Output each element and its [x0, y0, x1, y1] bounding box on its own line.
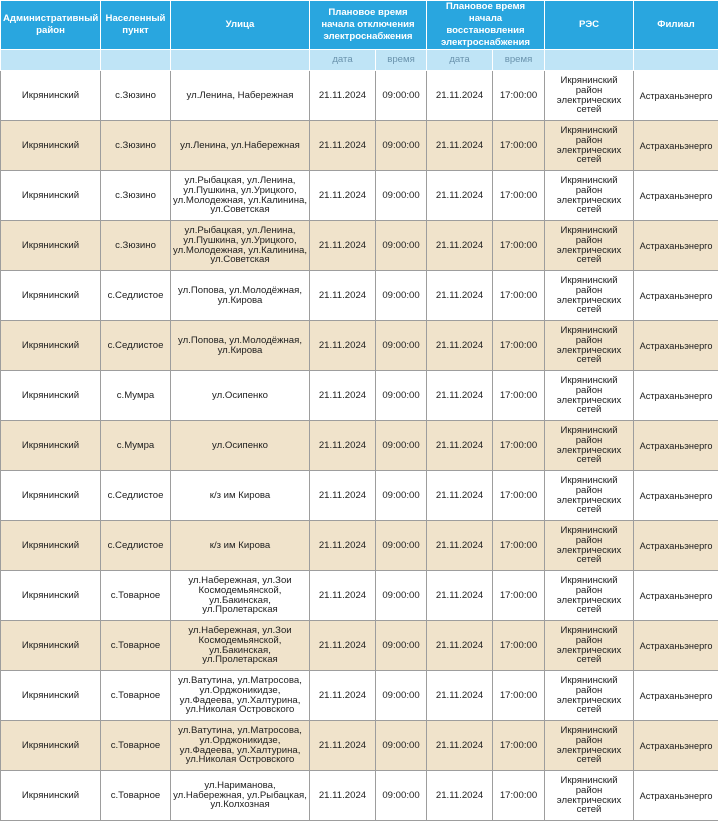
- cell-off-time: 09:00:00: [376, 571, 427, 621]
- cell-district: Икрянинский: [1, 771, 101, 821]
- cell-on-date: 21.11.2024: [427, 221, 493, 271]
- cell-off-date: 21.11.2024: [310, 721, 376, 771]
- cell-branch: Астраханьэнерго: [634, 621, 718, 671]
- table-row: [1, 721, 718, 771]
- cell-res: Икрянинский район электрических сетей: [545, 521, 634, 571]
- cell-branch: Астраханьэнерго: [634, 771, 718, 821]
- cell-district: Икрянинский: [1, 321, 101, 371]
- cell-district: Икрянинский: [1, 671, 101, 721]
- cell-branch: Астраханьэнерго: [634, 471, 718, 521]
- cell-off-date: 21.11.2024: [310, 71, 376, 121]
- table-row: [1, 371, 718, 421]
- cell-off-date: 21.11.2024: [310, 471, 376, 521]
- cell-locality: с.Седлистое: [101, 521, 171, 571]
- cell-street: ул.Ленина, ул.Набережная: [171, 121, 310, 171]
- cell-street: ул.Ватутина, ул.Матросова, ул.Орджоникидзе, ул.Фадеева, ул.Халтурина, ул.Николая Островского: [171, 671, 310, 721]
- subheader-empty: [545, 50, 634, 71]
- cell-branch: Астраханьэнерго: [634, 371, 718, 421]
- cell-district: Икрянинский: [1, 121, 101, 171]
- cell-res: Икрянинский район электрических сетей: [545, 671, 634, 721]
- cell-off-time: 09:00:00: [376, 471, 427, 521]
- cell-off-date: 21.11.2024: [310, 571, 376, 621]
- cell-street: ул.Попова, ул.Молодёжная, ул.Кирова: [171, 271, 310, 321]
- cell-on-date: 21.11.2024: [427, 271, 493, 321]
- cell-res: Икрянинский район электрических сетей: [545, 71, 634, 121]
- header-district: Административный район: [1, 1, 101, 50]
- cell-off-time: 09:00:00: [376, 371, 427, 421]
- table-row: [1, 471, 718, 521]
- header-street: Улица: [171, 1, 310, 50]
- cell-res: Икрянинский район электрических сетей: [545, 271, 634, 321]
- cell-on-time: 17:00:00: [493, 221, 545, 271]
- cell-on-time: 17:00:00: [493, 571, 545, 621]
- cell-on-time: 17:00:00: [493, 621, 545, 671]
- cell-street: ул.Нариманова, ул.Набережная, ул.Рыбацкая, ул.Колхозная: [171, 771, 310, 821]
- cell-locality: с.Зюзино: [101, 221, 171, 271]
- cell-on-date: 21.11.2024: [427, 71, 493, 121]
- table-row: [1, 171, 718, 221]
- cell-street: ул.Набережная, ул.Зои Космодемьянской, ул.Бакинская, ул.Пролетарская: [171, 571, 310, 621]
- table-row: [1, 421, 718, 471]
- cell-branch: Астраханьэнерго: [634, 421, 718, 471]
- subheader-on-time: время: [493, 50, 545, 71]
- cell-branch: Астраханьэнерго: [634, 521, 718, 571]
- cell-res: Икрянинский район электрических сетей: [545, 121, 634, 171]
- cell-locality: с.Товарное: [101, 671, 171, 721]
- cell-on-time: 17:00:00: [493, 171, 545, 221]
- cell-street: ул.Осипенко: [171, 421, 310, 471]
- cell-on-time: 17:00:00: [493, 121, 545, 171]
- cell-off-time: 09:00:00: [376, 71, 427, 121]
- table-row: [1, 221, 718, 271]
- table-row: [1, 521, 718, 571]
- cell-street: к/з им Кирова: [171, 471, 310, 521]
- cell-on-date: 21.11.2024: [427, 521, 493, 571]
- cell-street: к/з им Кирова: [171, 521, 310, 571]
- cell-locality: с.Зюзино: [101, 121, 171, 171]
- cell-district: Икрянинский: [1, 721, 101, 771]
- cell-on-date: 21.11.2024: [427, 571, 493, 621]
- cell-on-date: 21.11.2024: [427, 721, 493, 771]
- cell-branch: Астраханьэнерго: [634, 571, 718, 621]
- cell-off-date: 21.11.2024: [310, 671, 376, 721]
- cell-on-time: 17:00:00: [493, 671, 545, 721]
- cell-off-time: 09:00:00: [376, 621, 427, 671]
- cell-off-date: 21.11.2024: [310, 171, 376, 221]
- cell-off-date: 21.11.2024: [310, 771, 376, 821]
- cell-on-date: 21.11.2024: [427, 171, 493, 221]
- cell-district: Икрянинский: [1, 471, 101, 521]
- cell-res: Икрянинский район электрических сетей: [545, 721, 634, 771]
- cell-branch: Астраханьэнерго: [634, 721, 718, 771]
- cell-on-date: 21.11.2024: [427, 621, 493, 671]
- cell-branch: Астраханьэнерго: [634, 121, 718, 171]
- cell-on-time: 17:00:00: [493, 721, 545, 771]
- cell-off-time: 09:00:00: [376, 121, 427, 171]
- cell-on-time: 17:00:00: [493, 71, 545, 121]
- table-row: [1, 271, 718, 321]
- cell-district: Икрянинский: [1, 371, 101, 421]
- subheader-on-date: дата: [427, 50, 493, 71]
- cell-on-date: 21.11.2024: [427, 671, 493, 721]
- subheader-off-time: время: [376, 50, 427, 71]
- cell-off-date: 21.11.2024: [310, 371, 376, 421]
- cell-off-time: 09:00:00: [376, 671, 427, 721]
- cell-res: Икрянинский район электрических сетей: [545, 221, 634, 271]
- header-res: РЭС: [545, 1, 634, 50]
- cell-street: ул.Попова, ул.Молодёжная, ул.Кирова: [171, 321, 310, 371]
- table-body: [1, 71, 718, 821]
- cell-locality: с.Седлистое: [101, 321, 171, 371]
- cell-street: ул.Рыбацкая, ул.Ленина, ул.Пушкина, ул.Урицкого, ул.Молодежная, ул.Калинина, ул.Советская: [171, 171, 310, 221]
- cell-locality: с.Товарное: [101, 571, 171, 621]
- cell-locality: с.Мумра: [101, 371, 171, 421]
- cell-on-time: 17:00:00: [493, 471, 545, 521]
- cell-off-time: 09:00:00: [376, 171, 427, 221]
- cell-branch: Астраханьэнерго: [634, 171, 718, 221]
- cell-off-time: 09:00:00: [376, 221, 427, 271]
- cell-district: Икрянинский: [1, 171, 101, 221]
- cell-district: Икрянинский: [1, 571, 101, 621]
- subheader-empty: [634, 50, 718, 71]
- cell-locality: с.Зюзино: [101, 171, 171, 221]
- cell-off-date: 21.11.2024: [310, 621, 376, 671]
- cell-res: Икрянинский район электрических сетей: [545, 571, 634, 621]
- table-row: [1, 71, 718, 121]
- cell-street: ул.Рыбацкая, ул.Ленина, ул.Пушкина, ул.Урицкого, ул.Молодежная, ул.Калинина, ул.Советская: [171, 221, 310, 271]
- cell-district: Икрянинский: [1, 221, 101, 271]
- cell-district: Икрянинский: [1, 421, 101, 471]
- cell-locality: с.Седлистое: [101, 471, 171, 521]
- cell-locality: с.Седлистое: [101, 271, 171, 321]
- cell-off-time: 09:00:00: [376, 771, 427, 821]
- cell-off-time: 09:00:00: [376, 421, 427, 471]
- cell-off-time: 09:00:00: [376, 721, 427, 771]
- cell-branch: Астраханьэнерго: [634, 321, 718, 371]
- table-row: [1, 621, 718, 671]
- cell-res: Икрянинский район электрических сетей: [545, 471, 634, 521]
- header-branch: Филиал: [634, 1, 718, 50]
- cell-street: ул.Ленина, Набережная: [171, 71, 310, 121]
- cell-res: Икрянинский район электрических сетей: [545, 371, 634, 421]
- cell-on-date: 21.11.2024: [427, 371, 493, 421]
- cell-street: ул.Осипенко: [171, 371, 310, 421]
- table-row: [1, 671, 718, 721]
- cell-branch: Астраханьэнерго: [634, 71, 718, 121]
- cell-res: Икрянинский район электрических сетей: [545, 771, 634, 821]
- cell-district: Икрянинский: [1, 521, 101, 571]
- cell-on-time: 17:00:00: [493, 271, 545, 321]
- cell-locality: с.Товарное: [101, 621, 171, 671]
- cell-off-date: 21.11.2024: [310, 221, 376, 271]
- subheader-empty: [101, 50, 171, 71]
- cell-on-date: 21.11.2024: [427, 421, 493, 471]
- cell-res: Икрянинский район электрических сетей: [545, 171, 634, 221]
- cell-street: ул.Набережная, ул.Зои Космодемьянской, ул.Бакинская, ул.Пролетарская: [171, 621, 310, 671]
- cell-on-date: 21.11.2024: [427, 321, 493, 371]
- cell-off-time: 09:00:00: [376, 271, 427, 321]
- cell-district: Икрянинский: [1, 621, 101, 671]
- table-row: [1, 321, 718, 371]
- cell-on-time: 17:00:00: [493, 521, 545, 571]
- cell-street: ул.Ватутина, ул.Матросова, ул.Орджоникидзе, ул.Фадеева, ул.Халтурина, ул.Николая Островского: [171, 721, 310, 771]
- cell-district: Икрянинский: [1, 271, 101, 321]
- cell-branch: Астраханьэнерго: [634, 271, 718, 321]
- cell-off-time: 09:00:00: [376, 521, 427, 571]
- cell-district: Икрянинский: [1, 71, 101, 121]
- table-row: [1, 571, 718, 621]
- cell-on-date: 21.11.2024: [427, 771, 493, 821]
- subheader-empty: [1, 50, 101, 71]
- cell-locality: с.Товарное: [101, 721, 171, 771]
- cell-on-time: 17:00:00: [493, 421, 545, 471]
- cell-off-time: 09:00:00: [376, 321, 427, 371]
- cell-locality: с.Товарное: [101, 771, 171, 821]
- cell-off-date: 21.11.2024: [310, 121, 376, 171]
- cell-on-time: 17:00:00: [493, 371, 545, 421]
- table-row: [1, 771, 718, 821]
- cell-branch: Астраханьэнерго: [634, 221, 718, 271]
- subheader-off-date: дата: [310, 50, 376, 71]
- cell-res: Икрянинский район электрических сетей: [545, 621, 634, 671]
- cell-off-date: 21.11.2024: [310, 271, 376, 321]
- cell-res: Икрянинский район электрических сетей: [545, 321, 634, 371]
- cell-res: Икрянинский район электрических сетей: [545, 421, 634, 471]
- cell-on-time: 17:00:00: [493, 321, 545, 371]
- header-locality: Населенный пункт: [101, 1, 171, 50]
- cell-branch: Астраханьэнерго: [634, 671, 718, 721]
- cell-off-date: 21.11.2024: [310, 421, 376, 471]
- cell-on-date: 21.11.2024: [427, 471, 493, 521]
- table-row: [1, 121, 718, 171]
- cell-on-time: 17:00:00: [493, 771, 545, 821]
- subheader-empty: [171, 50, 310, 71]
- header-off-time: Плановое время начала отключения электроснабжения: [310, 1, 427, 50]
- cell-on-date: 21.11.2024: [427, 121, 493, 171]
- cell-off-date: 21.11.2024: [310, 321, 376, 371]
- header-restore-time: Плановое время начала восстановления электроснабжения: [427, 1, 545, 50]
- cell-locality: с.Мумра: [101, 421, 171, 471]
- cell-off-date: 21.11.2024: [310, 521, 376, 571]
- cell-locality: с.Зюзино: [101, 71, 171, 121]
